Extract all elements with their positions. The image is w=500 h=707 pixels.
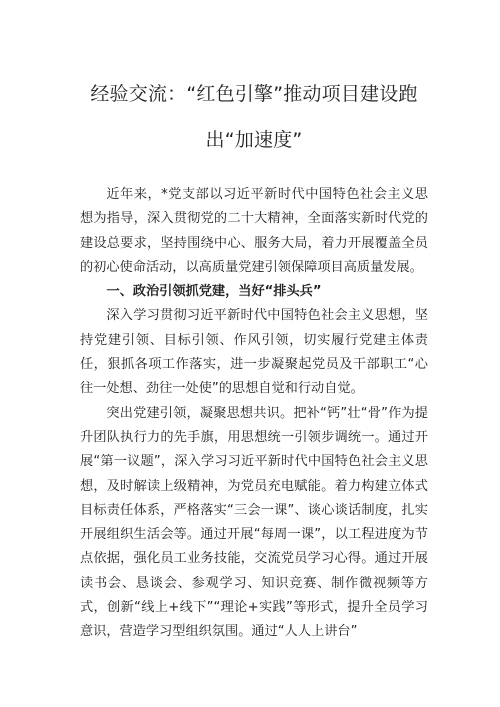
section-heading: 一、政治引领抓党建，当好“排头兵” xyxy=(106,284,322,300)
body-paragraph: 深入学习贯彻习近平新时代中国特色社会主义思想，坚持党建引领、目标引领、作风引领，切实履行党建主体责任，狠抓各项工作落实，进一步凝聚起党员及干部职工“心往一处想、劲往一处使”的思想自觉和行动自觉。 xyxy=(80,308,428,397)
intro-paragraph: 近年来，*党支部以习近平新时代中国特色社会主义思想为指导，深入贯彻党的二十大精神，全面落实新时代党的建设总要求，坚持围绕中心、服务大局，着力开展覆盖全员的初心使命活动，以高质量党建引领保障项目高质量发展。 xyxy=(80,187,428,275)
body-paragraph: 突出党建引领，凝聚思想共识。把补“钙”壮“骨”作为提升团队执行力的先手旗，用思想统一引领步调统一。通过开展“第一议题”，深入学习习近平新时代中国特色社会主义思想，及时解读上级精神，为党员充电赋能。着力构建立体式目标责任体系，严格落实“三会一课”、谈心谈话制度，扎实开展组织生活会等。通过开展“每周一课”，以工程进度为节点依据，强化员工业务技能，交流党员学习心得。通过开展读书会、恳谈会、参观学习、知识竞赛、制作微视频等方式，创新“线上+线下”“理论+实践”等形式，提升全员学习意识，营造学习型组织氛围。通过“人人上讲台” xyxy=(80,405,428,640)
document-body xyxy=(80,183,428,645)
document-title: 经验交流：“红色引擎”推动项目建设跑出“加速度” xyxy=(90,83,418,151)
